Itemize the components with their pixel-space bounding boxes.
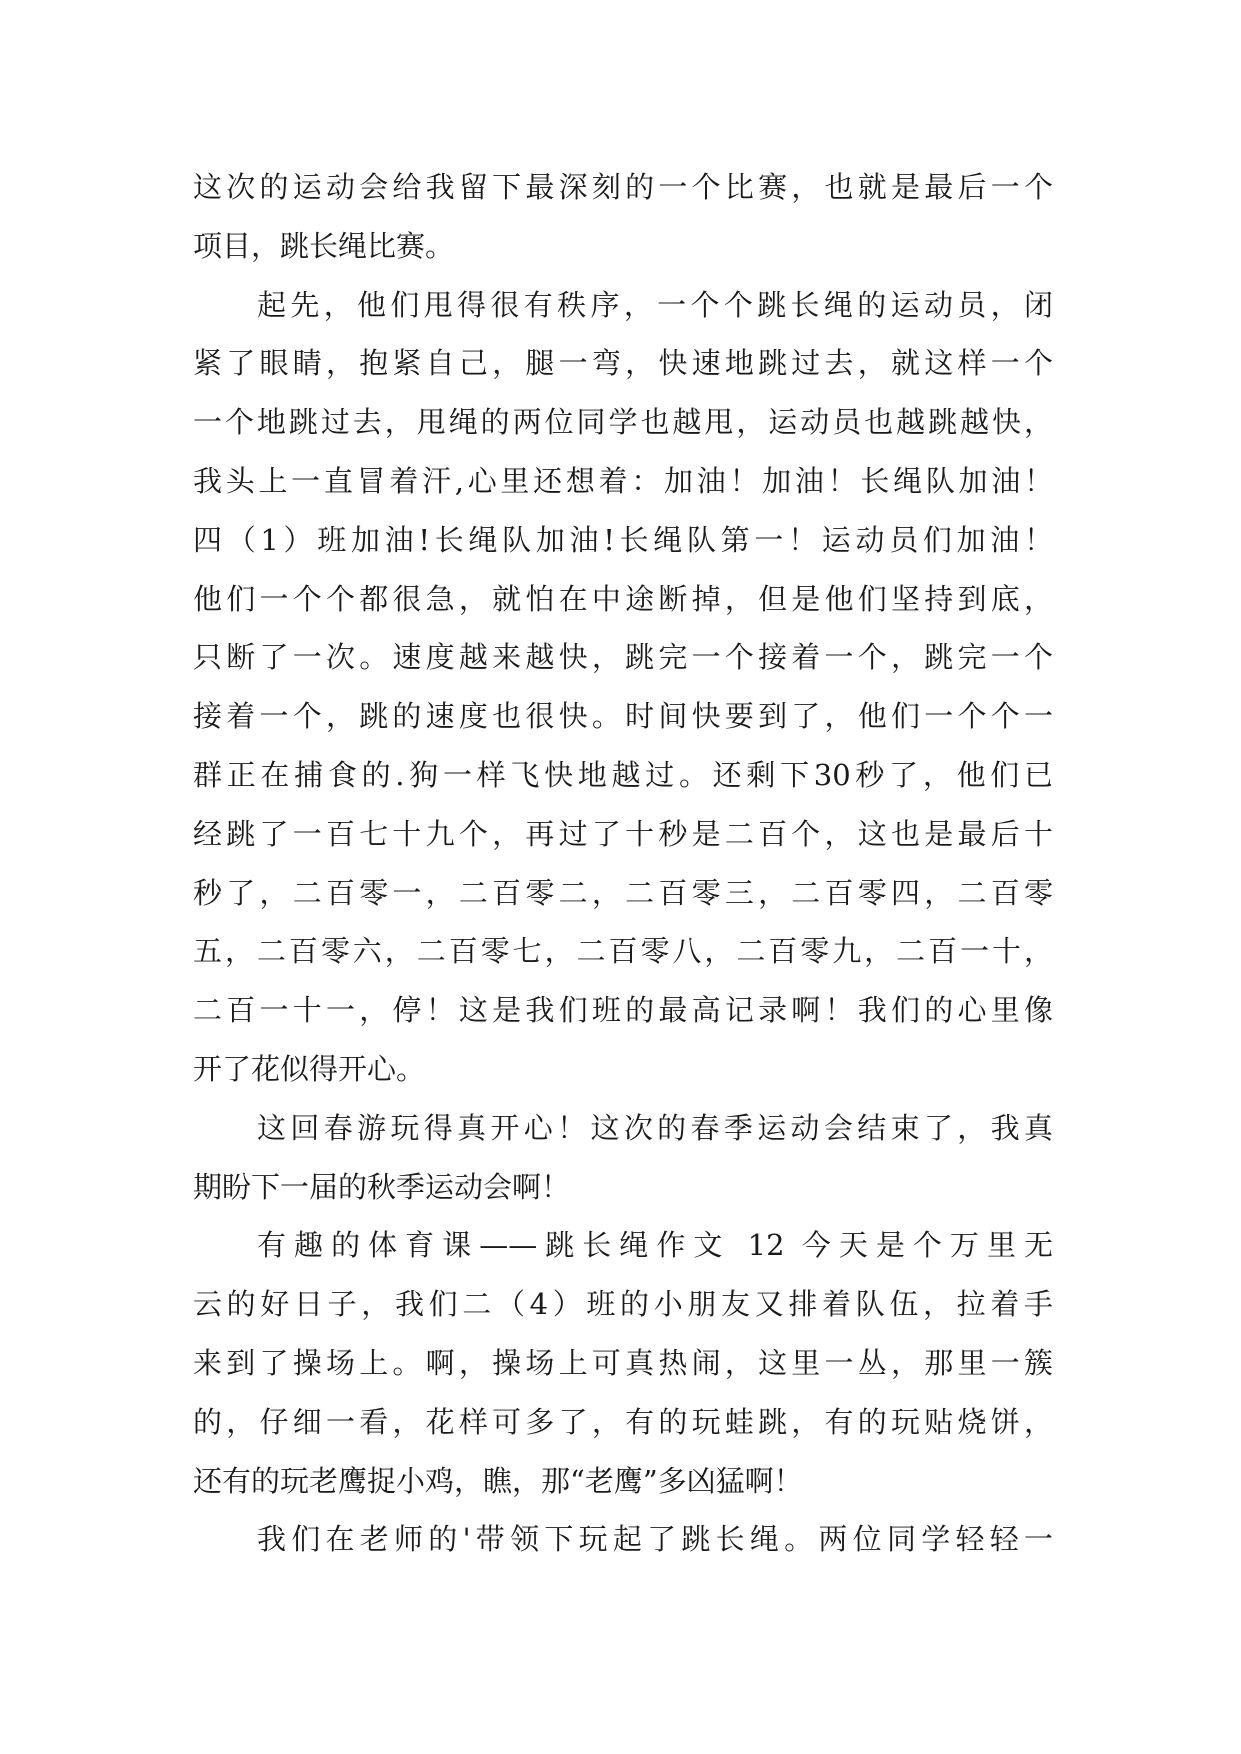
text-line: 起先，他们甩得很有秩序，一个个跳长绳的运动员，闭 [257, 287, 1053, 322]
document-body [193, 158, 1053, 1569]
text-line: 有趣的体育课——跳长绳作文 12 今天是个万里无 [257, 1228, 1053, 1263]
text-line: 这回春游玩得真开心！这次的春季运动会结束了，我真 [257, 1110, 1053, 1145]
text-line: 群正在捕食的.狗一样飞快地越过。还剩下30秒了，他们已 [193, 757, 1053, 792]
text-line: 只断了一次。速度越来越快，跳完一个接着一个，跳完一个 [193, 640, 1053, 675]
text-line: 云的好日子，我们二（4）班的小朋友又排着队伍，拉着手 [193, 1287, 1053, 1322]
text-line: 的，仔细一看，花样可多了，有的玩蛙跳，有的玩贴烧饼， [193, 1404, 1053, 1439]
text-line: 我头上一直冒着汗,心里还想着：加油！加油！长绳队加油！ [193, 463, 1053, 498]
text-line: 项目，跳长绳比赛。 [193, 228, 455, 263]
text-line: 我们在老师的'带领下玩起了跳长绳。两位同学轻轻一 [257, 1522, 1053, 1557]
text-line: 开了花似得开心。 [193, 1051, 426, 1086]
text-line: 来到了操场上。啊，操场上可真热闹，这里一丛，那里一簇 [193, 1345, 1053, 1380]
text-line: 秒了，二百零一，二百零二，二百零三，二百零四，二百零 [193, 875, 1053, 910]
text-line: 一个地跳过去，甩绳的两位同学也越甩，运动员也越跳越快， [193, 405, 1053, 440]
text-line: 二百一十一，停！这是我们班的最高记录啊！我们的心里像 [193, 993, 1053, 1028]
text-line: 还有的玩老鹰捉小鸡，瞧，那“老鹰”多凶猛啊！ [193, 1463, 803, 1498]
text-line: 接着一个，跳的速度也很快。时间快要到了，他们一个个一 [193, 699, 1053, 734]
text-line: 紧了眼睛，抱紧自己，腿一弯，快速地跳过去，就这样一个 [193, 346, 1053, 381]
text-line: 五，二百零六，二百零七，二百零八，二百零九，二百一十， [193, 934, 1053, 969]
text-line: 期盼下一届的秋季运动会啊！ [193, 1169, 571, 1204]
text-line: 四（1）班加油!长绳队加油!长绳队第一！运动员们加油！ [193, 522, 1053, 557]
text-line: 他们一个个都很急，就怕在中途断掉，但是他们坚持到底， [193, 581, 1053, 616]
text-line: 这次的运动会给我留下最深刻的一个比赛，也就是最后一个 [193, 170, 1053, 204]
text-line: 经跳了一百七十九个，再过了十秒是二百个，这也是最后十 [193, 816, 1053, 851]
